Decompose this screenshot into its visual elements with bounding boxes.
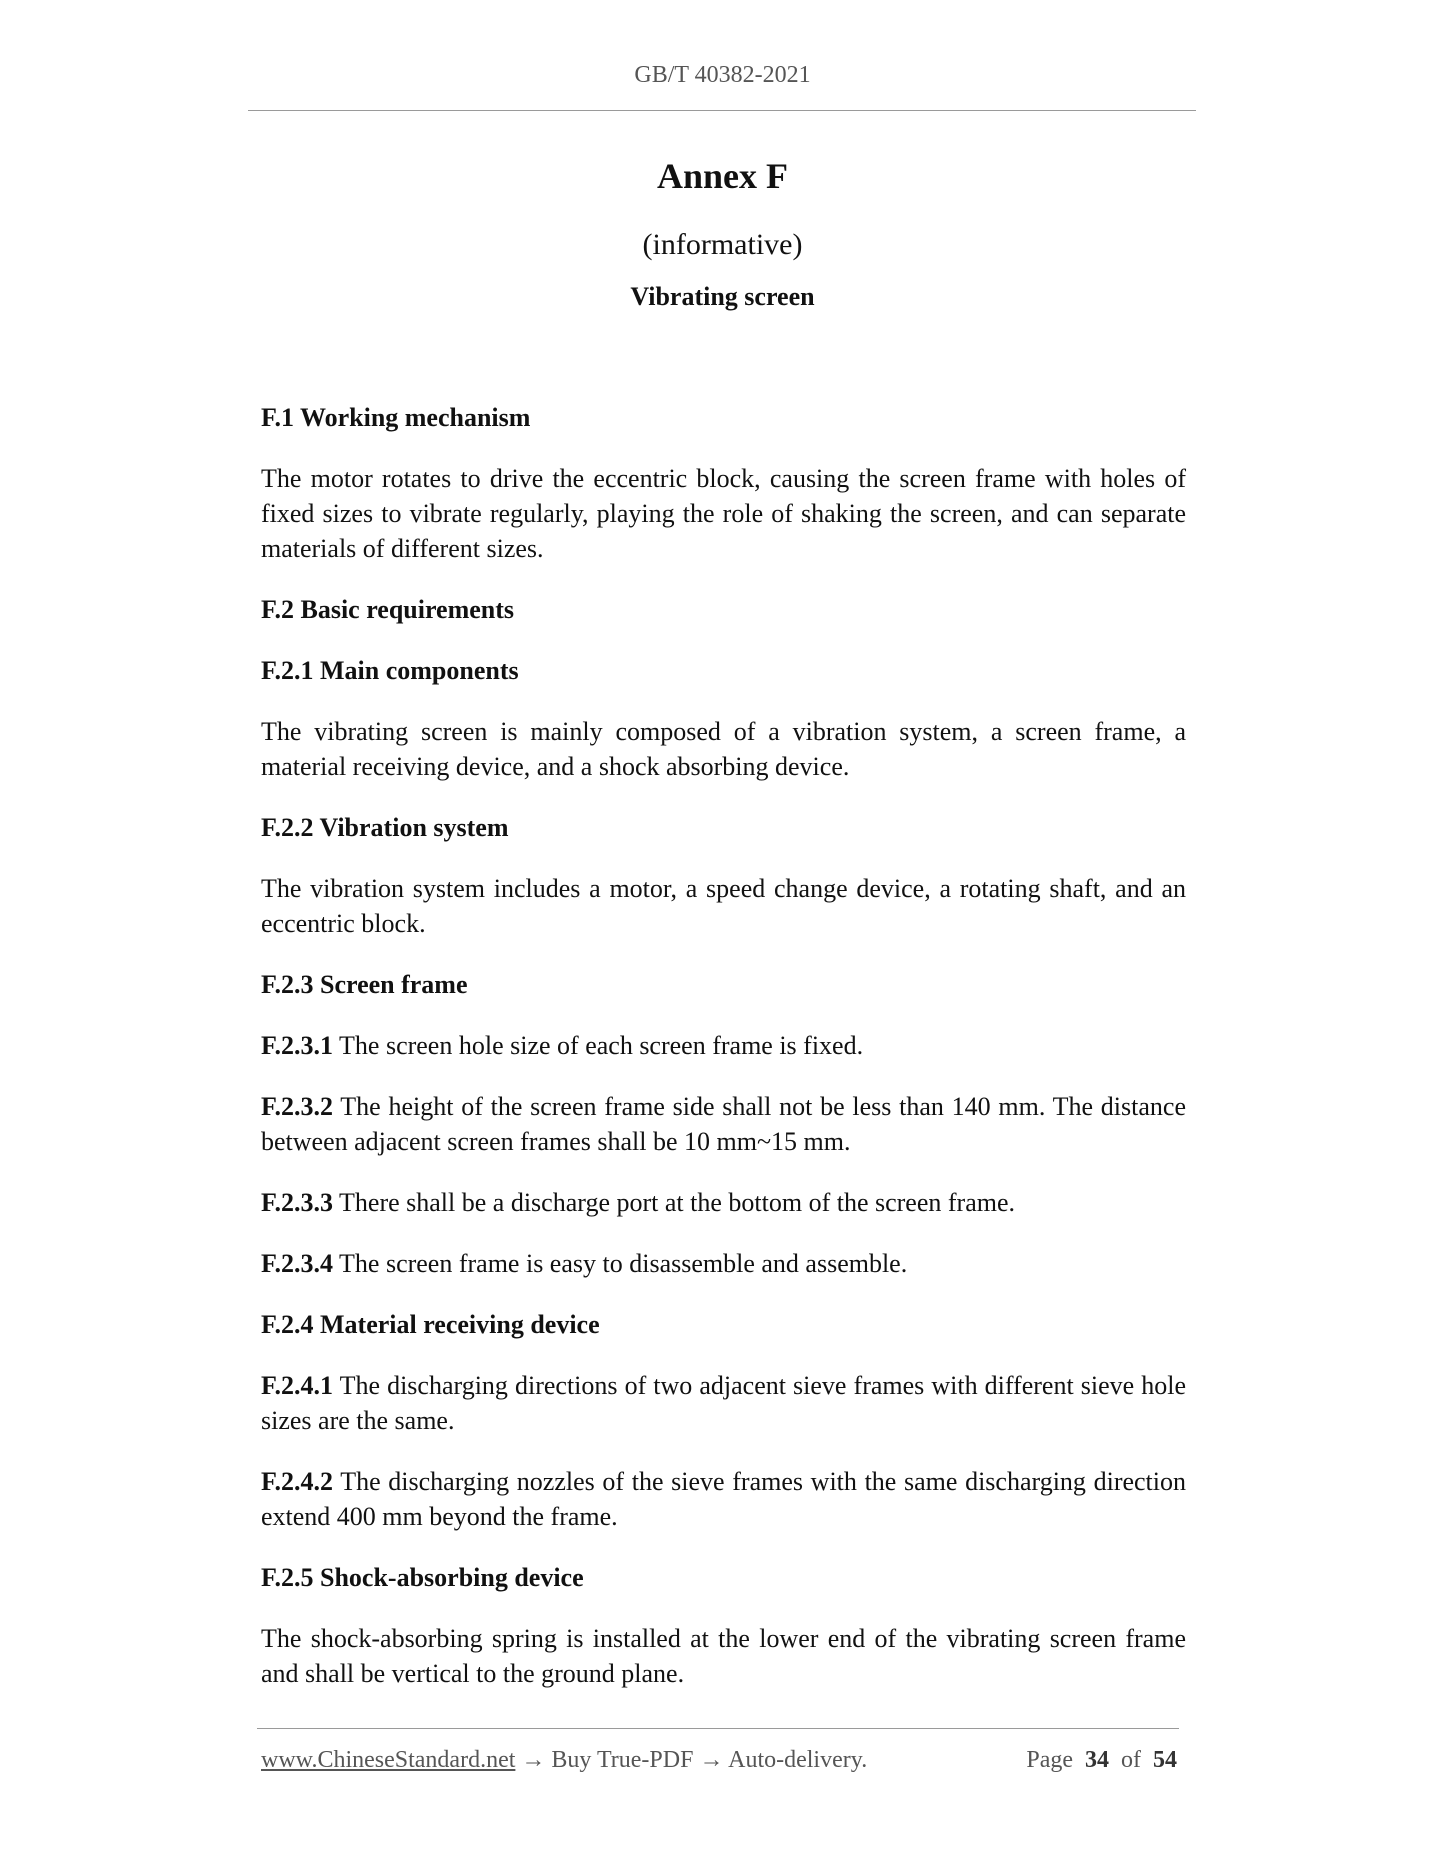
clause-text: The screen hole size of each screen frame is fixed. <box>333 1031 864 1060</box>
total-pages: 54 <box>1153 1747 1177 1773</box>
page-indicator <box>1026 1747 1177 1774</box>
footer-divider <box>257 1728 1179 1729</box>
clause-number: F.2.4.1 <box>261 1371 333 1400</box>
footer-promo <box>261 1747 867 1774</box>
clause-text: The discharging nozzles of the sieve frames with the same discharging direction extend 400 mm beyond the frame. <box>261 1467 1186 1531</box>
section-heading-f24: F.2.4 Material receiving device <box>261 1310 600 1339</box>
clause-f2-3-4 <box>261 1246 1186 1281</box>
clause-text: The height of the screen frame side shall not be less than 140 mm. The distance between adjacent screen frames shall be 10 mm~15 mm. <box>261 1092 1186 1156</box>
of-label: of <box>1121 1747 1141 1773</box>
clause-f2-4-1 <box>261 1368 1186 1438</box>
document-body <box>261 400 1186 1717</box>
clause-f2-4-2 <box>261 1464 1186 1534</box>
clause-f2-3-2 <box>261 1089 1186 1159</box>
clause-number: F.2.3.2 <box>261 1092 333 1121</box>
header-divider <box>248 110 1196 111</box>
website-link[interactable]: www.ChineseStandard.net <box>261 1747 516 1773</box>
section-heading-f2: F.2 Basic requirements <box>261 595 515 624</box>
clause-f2-3-3 <box>261 1185 1186 1220</box>
clause-number: F.2.3.4 <box>261 1249 333 1278</box>
document-standard-number: GB/T 40382-2021 <box>634 62 811 88</box>
clause-text: There shall be a discharge port at the bottom of the screen frame. <box>333 1188 1016 1217</box>
clause-number: F.2.3.3 <box>261 1188 333 1217</box>
page-number: 34 <box>1085 1747 1109 1773</box>
clause-number: F.2.4.2 <box>261 1467 333 1496</box>
clause-text: The discharging directions of two adjacent sieve frames with different sieve hole sizes are the same. <box>261 1371 1186 1435</box>
section-heading-f1: F.1 Working mechanism <box>261 403 531 432</box>
section-text-f21: The vibrating screen is mainly composed of a vibration system, a screen frame, a material receiving device, and a shock absorbing device. <box>261 717 1186 781</box>
clause-f2-3-1 <box>261 1028 1186 1063</box>
page-label: Page <box>1026 1747 1073 1773</box>
footer-buy-text: → Buy True-PDF → Auto-delivery. <box>515 1747 868 1773</box>
section-text-f25: The shock-absorbing spring is installed at the lower end of the vibrating screen frame and shall be vertical to the ground plane. <box>261 1624 1186 1688</box>
annex-name: Vibrating screen <box>630 282 815 311</box>
section-heading-f23: F.2.3 Screen frame <box>261 970 468 999</box>
annex-type: (informative) <box>642 228 803 261</box>
section-text-f1: The motor rotates to drive the eccentric block, causing the screen frame with holes of fixed sizes to vibrate regularly, playing the role of shaking the screen, and can separate materials of different sizes. <box>261 464 1186 563</box>
annex-title: Annex F <box>656 156 788 196</box>
page-footer <box>261 1747 1177 1779</box>
clause-number: F.2.3.1 <box>261 1031 333 1060</box>
section-heading-f21: F.2.1 Main components <box>261 656 519 685</box>
clause-text: The screen frame is easy to disassemble and assemble. <box>333 1249 908 1278</box>
section-text-f22: The vibration system includes a motor, a speed change device, a rotating shaft, and an eccentric block. <box>261 874 1186 938</box>
section-heading-f22: F.2.2 Vibration system <box>261 813 509 842</box>
section-heading-f25: F.2.5 Shock-absorbing device <box>261 1563 584 1592</box>
